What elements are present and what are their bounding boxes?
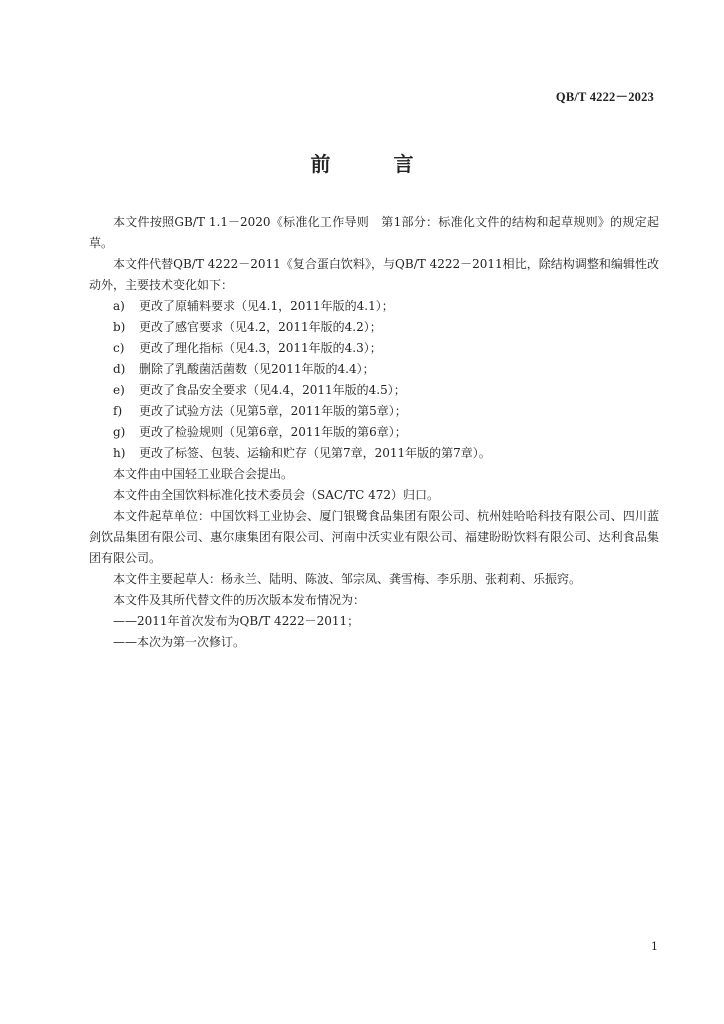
list-marker: a) <box>113 299 125 313</box>
list-item-text: 更改了原辅料要求（见4.1，2011年版的4.1）； <box>139 299 394 313</box>
paragraph-drafting-rules: 本文件按照GB/T 1.1－2020《标准化工作导则 第1部分：标准化文件的结构和起草规则》的规定起草。 <box>89 215 659 250</box>
list-marker: d) <box>113 362 126 376</box>
paragraph-committee: 本文件由全国饮料标准化技术委员会（SAC/TC 472）归口。 <box>113 488 440 502</box>
list-item <box>89 380 659 401</box>
list-item <box>89 443 659 464</box>
list-marker: g) <box>113 425 126 439</box>
list-item <box>89 359 659 380</box>
list-item <box>89 338 659 359</box>
list-marker: f) <box>113 404 123 418</box>
list-marker: h) <box>113 446 126 460</box>
page-title: 前 言 <box>310 152 442 176</box>
history-item: ——2011年首次发布为QB/T 4222－2011； <box>113 614 360 628</box>
list-marker: b) <box>113 320 126 334</box>
list-item-text: 更改了标签、包装、运输和贮存（见第7章，2011年版的第7章）。 <box>139 446 491 460</box>
paragraph-drafters: 本文件主要起草人：杨永兰、陆明、陈波、邹宗凤、龚雪梅、李乐朋、张莉莉、乐振窍。 <box>113 572 582 586</box>
list-marker: e) <box>113 383 125 397</box>
list-item-text: 更改了理化指标（见4.3，2011年版的4.3）； <box>139 341 382 355</box>
list-item-text: 更改了感官要求（见4.2，2011年版的4.2）； <box>139 320 382 334</box>
paragraph-drafting-units: 本文件起草单位：中国饮料工业协会、厦门银鹭食品集团有限公司、杭州娃哈哈科技有限公司、四川蓝剑饮品集团有限公司、惠尔康集团有限公司、河南中沃实业有限公司、福建盼盼饮料有限公司、达利食品集团有限公司。 <box>89 509 659 565</box>
list-item-text: 删除了乳酸菌活菌数（见2011年版的4.4）； <box>139 362 375 376</box>
paragraph-history-intro: 本文件及其所代替文件的历次版本发布情况为： <box>113 593 366 607</box>
foreword-body <box>89 212 659 653</box>
page-number: 1 <box>651 940 658 953</box>
list-item <box>89 296 659 317</box>
list-item <box>89 422 659 443</box>
standard-code: QB/T 4222－2023 <box>555 90 654 104</box>
changes-list <box>89 296 659 464</box>
paragraph-proposer: 本文件由中国轻工业联合会提出。 <box>113 467 294 481</box>
list-item-text: 更改了食品安全要求（见4.4，2011年版的4.5）； <box>139 383 406 397</box>
list-item-text: 更改了试验方法（见第5章，2011年版的第5章）； <box>139 404 407 418</box>
list-item-text: 更改了检验规则（见第6章，2011年版的第6章）； <box>139 425 407 439</box>
history-item: ——本次为第一次修订。 <box>113 635 246 649</box>
list-marker: c) <box>113 341 125 355</box>
paragraph-replacement: 本文件代替QB/T 4222－2011《复合蛋白饮料》，与QB/T 4222－2011相比，除结构调整和编辑性改动外，主要技术变化如下： <box>89 257 659 292</box>
list-item <box>89 317 659 338</box>
list-item <box>89 401 659 422</box>
